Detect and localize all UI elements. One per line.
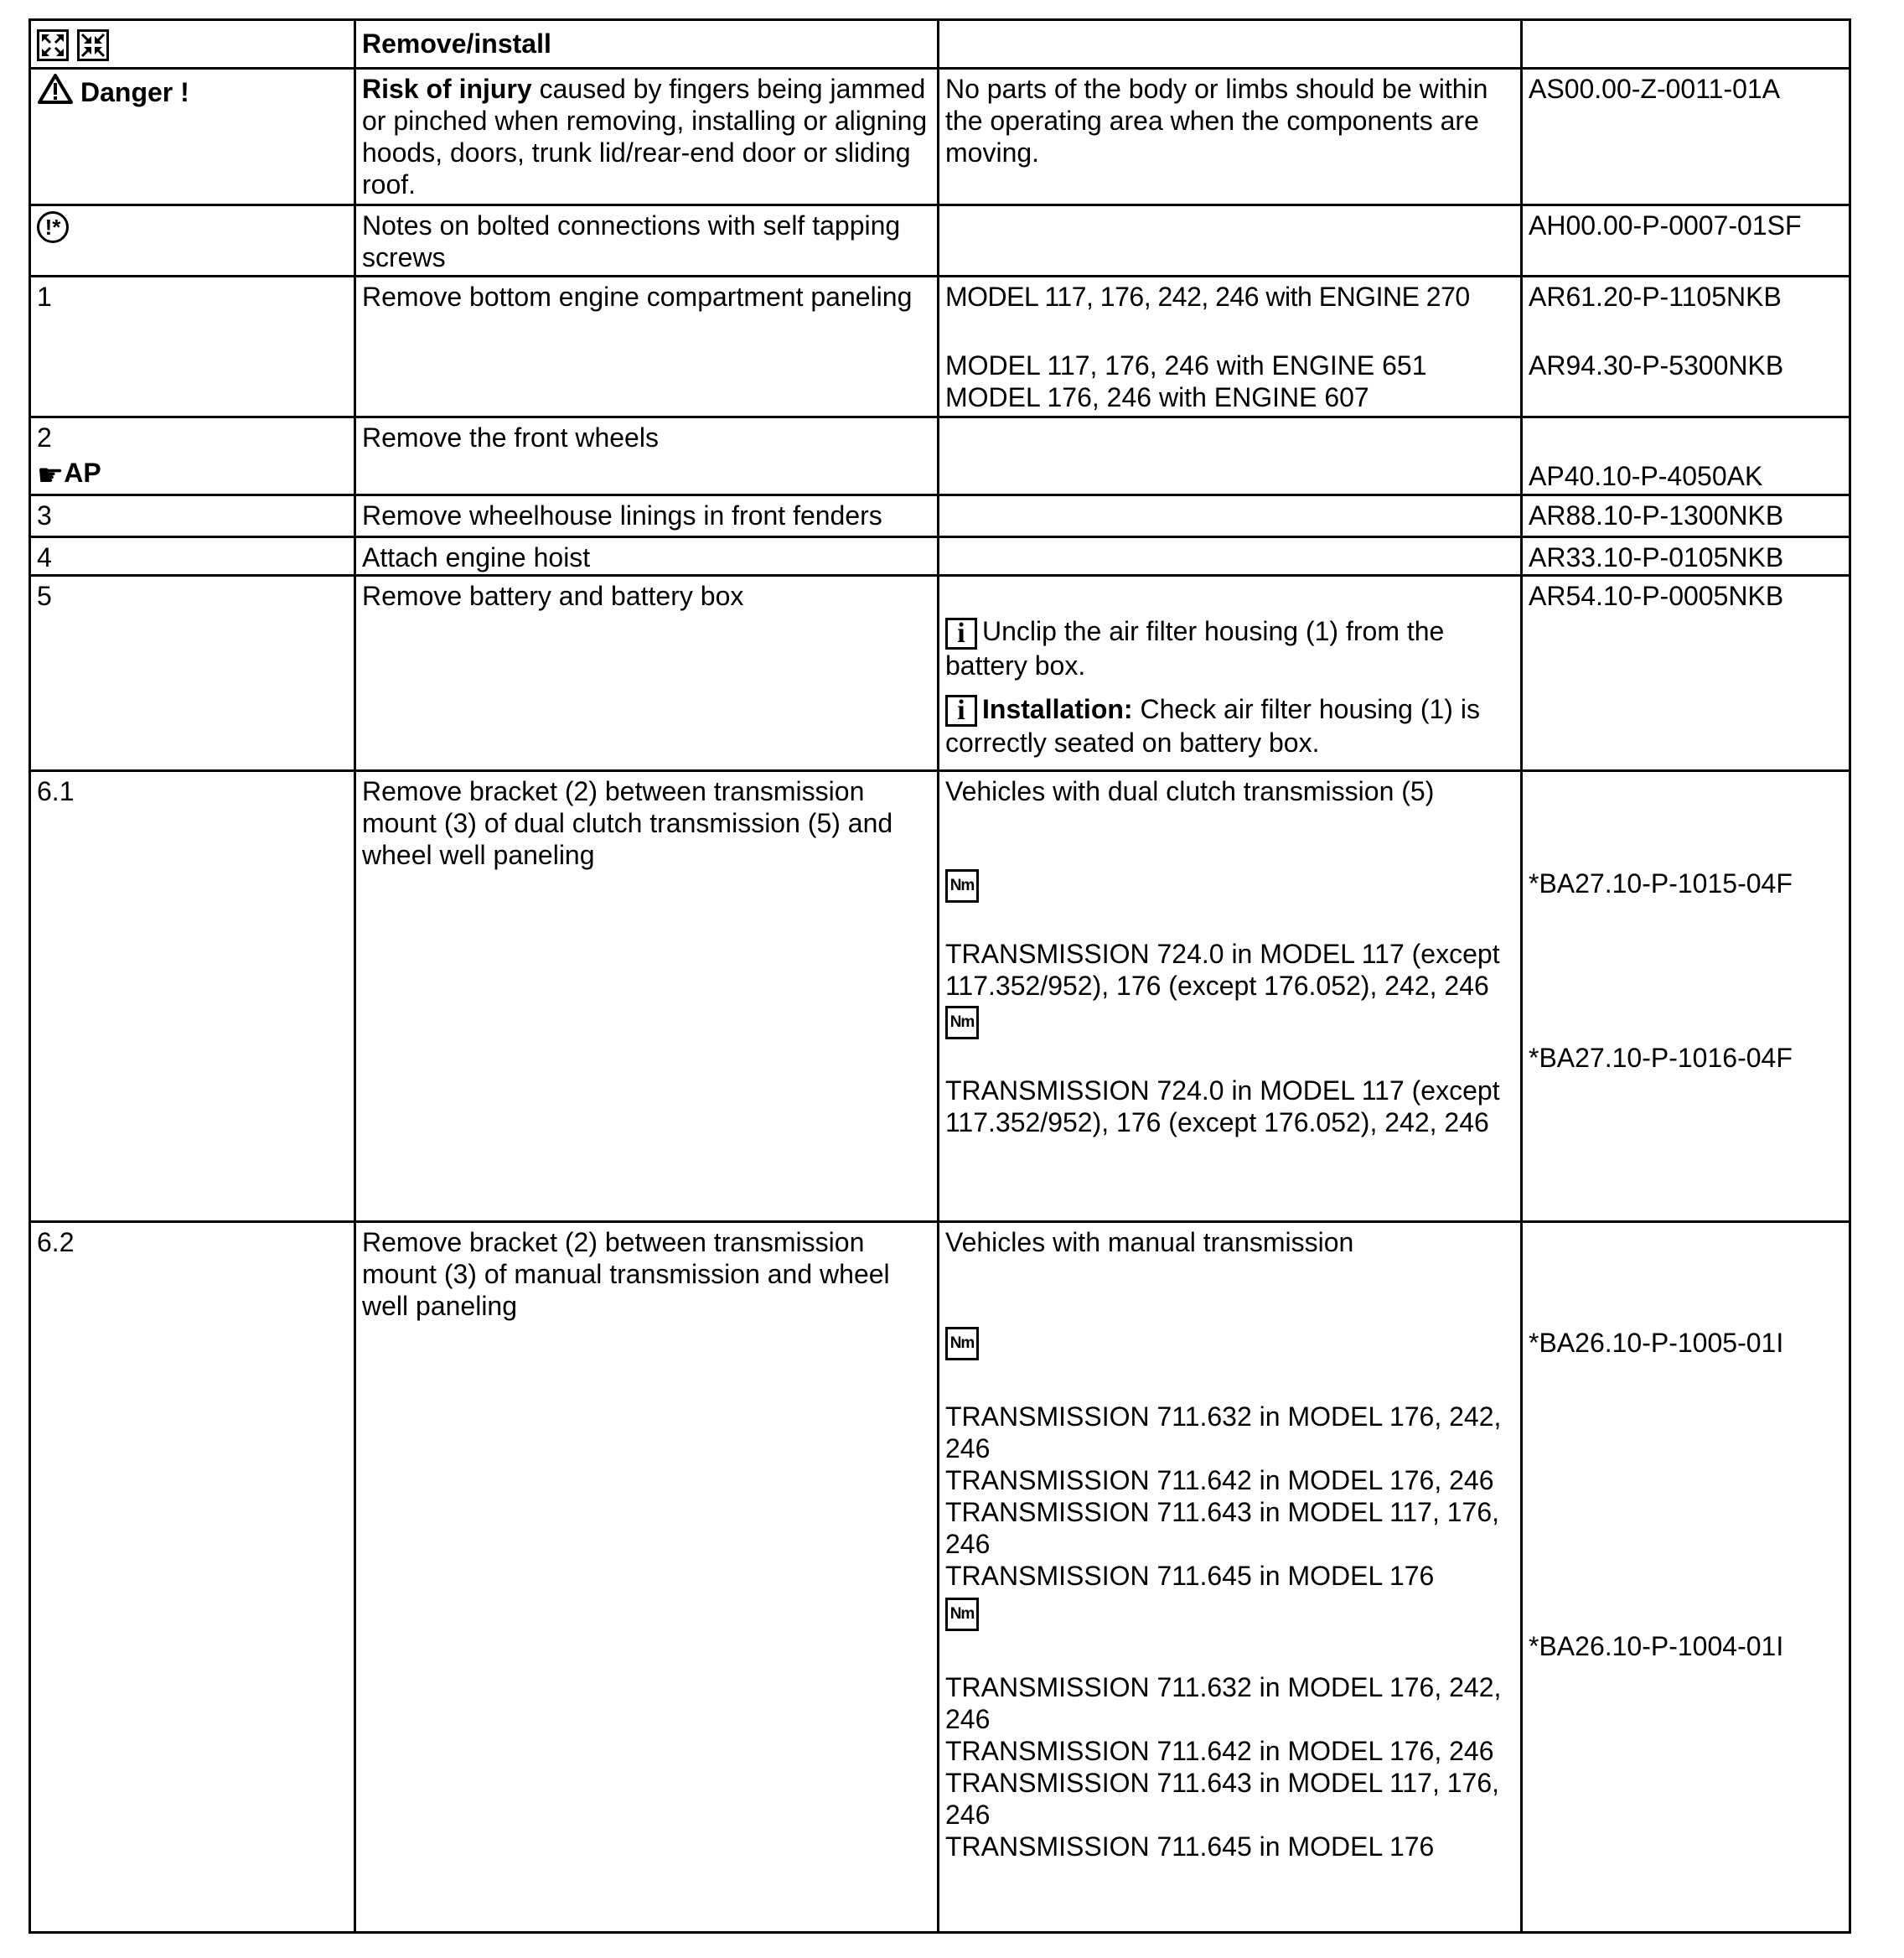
reference-link[interactable]: *BA27.10-P-1015-04F: [1529, 868, 1793, 899]
header-row: [30, 20, 1850, 69]
warning-triangle-icon: [37, 73, 74, 111]
condition-heading: Vehicles with manual transmission: [945, 1227, 1354, 1257]
danger-label-cell: [30, 69, 355, 205]
condition-text: TRANSMISSION 711.645 in MODEL 176: [945, 1831, 1435, 1862]
step-refs: [1522, 771, 1850, 1222]
collapse-arrows-icon: [77, 29, 109, 61]
reference-link[interactable]: AR33.10-P-0105NKB: [1522, 537, 1850, 576]
step-row: [30, 277, 1850, 417]
torque-nm-icon: Nm: [945, 1006, 979, 1039]
step-number: 6.2: [30, 1222, 355, 1933]
step-text: Remove bracket (2) between transmission mount (3) of manual transmission and wheel well paneling: [355, 1222, 939, 1933]
step-number: 1: [30, 277, 355, 417]
step-text: Remove battery and battery box: [355, 576, 939, 771]
step-text: Attach engine hoist: [355, 537, 939, 576]
step-number: 4: [30, 537, 355, 576]
empty-cell: [939, 205, 1522, 277]
condition-text: MODEL 117, 176, 246 with ENGINE 651: [945, 350, 1427, 381]
step-text: Remove bracket (2) between transmission mount (3) of dual clutch transmission (5) and wheel well paneling: [355, 771, 939, 1222]
step-row: [30, 495, 1850, 537]
condition-text: MODEL 176, 246 with ENGINE 607: [945, 382, 1369, 412]
info-note: i Installation: Check air filter housing (1) is correctly seated on battery box.: [945, 693, 1480, 759]
danger-text: caused by fingers being jammed or pinched when removing, installing or aligning hoods, doors, trunk lid/rear-end door or sliding roof.: [362, 74, 928, 199]
info-note: i Unclip the air filter housing (1) from the battery box.: [945, 616, 1445, 681]
condition-text: TRANSMISSION 711.632 in MODEL 176, 242, 246: [945, 1401, 1502, 1463]
step-row: [30, 417, 1850, 495]
empty-cell: [939, 537, 1522, 576]
reference-link[interactable]: AP40.10-P-4050AK: [1529, 461, 1763, 491]
danger-heading: Risk of injury: [362, 74, 532, 104]
bolted-connection-icon: !*: [37, 211, 69, 243]
info-icon: i: [945, 695, 977, 727]
header-empty-cell: [1522, 20, 1850, 69]
header-empty-cell: [939, 20, 1522, 69]
bolt-note-text: Notes on bolted connections with self tapping screws: [355, 205, 939, 277]
danger-ref[interactable]: AS00.00-Z-0011-01A: [1522, 69, 1850, 205]
reference-link[interactable]: AR94.30-P-5300NKB: [1529, 350, 1784, 381]
danger-row: [30, 69, 1850, 205]
step-conditions: [939, 771, 1522, 1222]
step-conditions: [939, 1222, 1522, 1933]
step-row: [30, 576, 1850, 771]
condition-text: MODEL 117, 176, 242, 246 with ENGINE 270: [945, 282, 1470, 312]
torque-nm-icon: Nm: [945, 1327, 979, 1360]
step-refs: [1522, 277, 1850, 417]
step-refs: [1522, 1222, 1850, 1933]
reference-link[interactable]: AR61.20-P-1105NKB: [1529, 282, 1782, 312]
condition-text: TRANSMISSION 711.643 in MODEL 117, 176, 246: [945, 1496, 1500, 1559]
header-icons-cell: [30, 20, 355, 69]
torque-nm-icon: Nm: [945, 1598, 979, 1631]
condition-text: TRANSMISSION 724.0 in MODEL 117 (except 117.352/952), 176 (except 176.052), 242, 246: [945, 938, 1500, 1001]
step-notes: [939, 576, 1522, 771]
step-row: [30, 537, 1850, 576]
pointing-hand-icon: ☛: [37, 458, 65, 492]
reference-link[interactable]: *BA26.10-P-1005-01I: [1529, 1328, 1784, 1358]
step-number: 3: [30, 495, 355, 537]
danger-note: No parts of the body or limbs should be within the operating area when the components are moving.: [939, 69, 1522, 205]
step-text: Remove the front wheels: [355, 417, 939, 495]
step-conditions: [939, 277, 1522, 417]
condition-heading: Vehicles with dual clutch transmission (5): [945, 776, 1435, 806]
torque-nm-icon: Nm: [945, 869, 979, 903]
condition-text: TRANSMISSION 711.632 in MODEL 176, 242, 246: [945, 1672, 1502, 1735]
step-number: 5: [30, 576, 355, 771]
ap-label: AP: [64, 458, 101, 488]
page-title: Remove/install: [355, 20, 939, 69]
step-text: Remove bottom engine compartment paneling: [355, 277, 939, 417]
condition-text: TRANSMISSION 711.645 in MODEL 176: [945, 1560, 1435, 1591]
danger-text-cell: [355, 69, 939, 205]
bolt-note-ref[interactable]: AH00.00-P-0007-01SF: [1522, 205, 1850, 277]
procedure-table: [28, 18, 1851, 1934]
danger-label: Danger !: [80, 77, 189, 107]
step-number: 6.1: [30, 771, 355, 1222]
condition-text: TRANSMISSION 711.643 in MODEL 117, 176, 246: [945, 1768, 1500, 1831]
bolt-icon-cell: [30, 205, 355, 277]
step-number-cell: [30, 417, 355, 495]
expand-arrows-icon: [37, 29, 69, 61]
empty-cell: [939, 495, 1522, 537]
step-text: Remove wheelhouse linings in front fenders: [355, 495, 939, 537]
info-icon: i: [945, 618, 977, 650]
condition-text: TRANSMISSION 724.0 in MODEL 117 (except 117.352/952), 176 (except 176.052), 242, 246: [945, 1075, 1500, 1138]
condition-text: TRANSMISSION 711.642 in MODEL 176, 246: [945, 1464, 1494, 1495]
reference-link[interactable]: AR54.10-P-0005NKB: [1522, 576, 1850, 771]
condition-text: TRANSMISSION 711.642 in MODEL 176, 246: [945, 1736, 1494, 1767]
reference-link[interactable]: *BA26.10-P-1004-01I: [1529, 1631, 1784, 1661]
bolt-note-row: [30, 205, 1850, 277]
reference-link[interactable]: AR88.10-P-1300NKB: [1522, 495, 1850, 537]
step-row: [30, 771, 1850, 1222]
step-row: [30, 1222, 1850, 1933]
reference-link[interactable]: *BA27.10-P-1016-04F: [1529, 1043, 1793, 1073]
step-number: 2: [37, 422, 52, 453]
step-ref-cell: [1522, 417, 1850, 495]
empty-cell: [939, 417, 1522, 495]
